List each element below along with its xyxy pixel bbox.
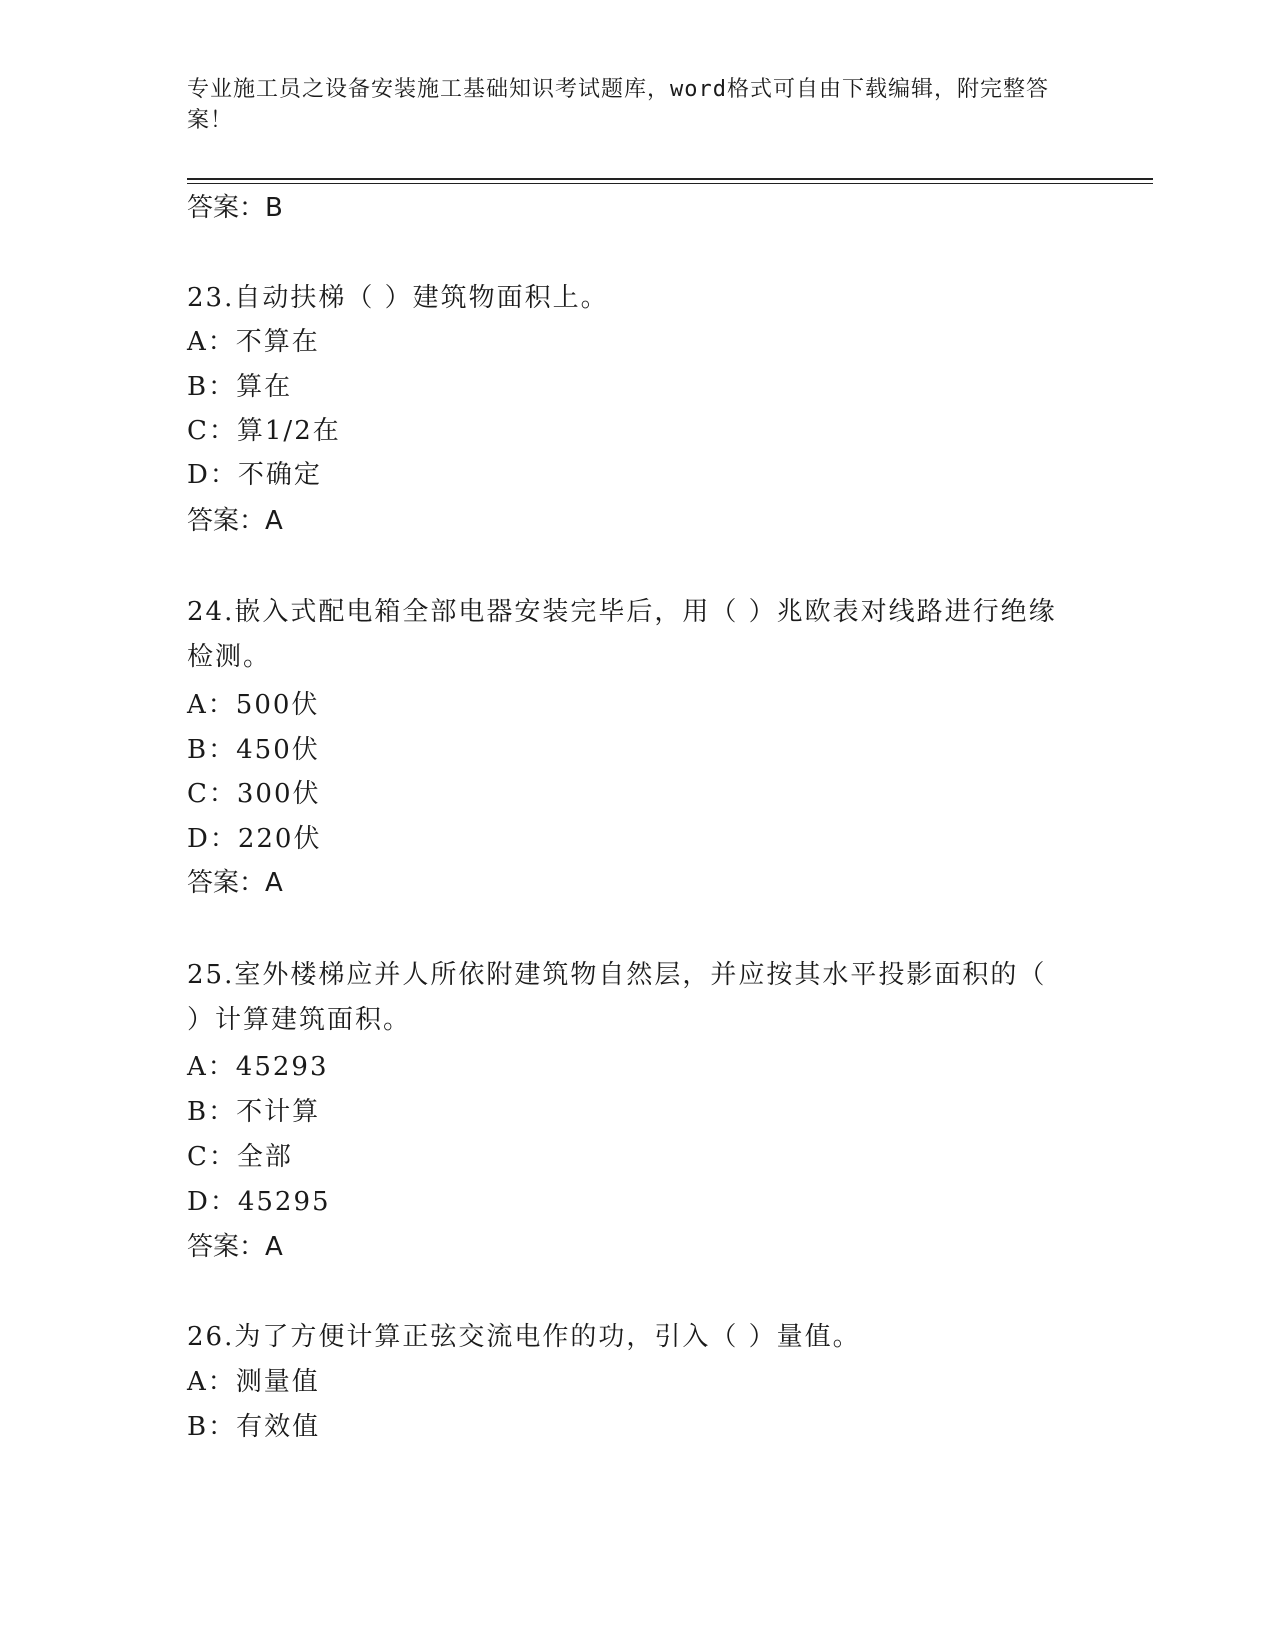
answer-line: 答案：A (187, 868, 283, 898)
answer-line: 答案：A (187, 506, 283, 536)
option-d: D：不确定 (187, 460, 322, 490)
question-stem: 24.嵌入式配电箱全部电器安装完毕后，用（ ）兆欧表对线路进行绝缘检测。 (187, 597, 1057, 672)
answer-line: 答案：A (187, 1232, 283, 1262)
option-a: A：500伏 (187, 690, 320, 720)
option-c: C：全部 (187, 1142, 293, 1172)
answer-line: 答案：B (187, 193, 283, 223)
question-stem: 23.自动扶梯（ ）建筑物面积上。 (187, 283, 609, 313)
header-divider-thin (187, 183, 1153, 184)
option-a: A：45293 (187, 1052, 329, 1082)
option-d: D：220伏 (187, 824, 322, 854)
header-divider-thick (187, 178, 1153, 180)
option-b: B：不计算 (187, 1097, 321, 1127)
option-b: B：450伏 (187, 735, 320, 765)
option-c: C：300伏 (187, 779, 321, 809)
question-stem: 26.为了方便计算正弦交流电作的功，引入（ ）量值。 (187, 1322, 861, 1352)
option-a: A：不算在 (187, 327, 320, 357)
option-c: C：算1/2在 (187, 416, 341, 446)
document-header: 专业施工员之设备安装施工基础知识考试题库，word格式可自由下载编辑，附完整答案！ (187, 77, 1049, 133)
question-stem: 25.室外楼梯应并人所依附建筑物自然层，并应按其水平投影面积的（ ）计算建筑面积。 (187, 960, 1047, 1035)
option-b: B：算在 (187, 372, 293, 402)
option-b: B：有效值 (187, 1412, 321, 1442)
option-a: A：测量值 (187, 1367, 320, 1397)
option-d: D：45295 (187, 1187, 331, 1217)
